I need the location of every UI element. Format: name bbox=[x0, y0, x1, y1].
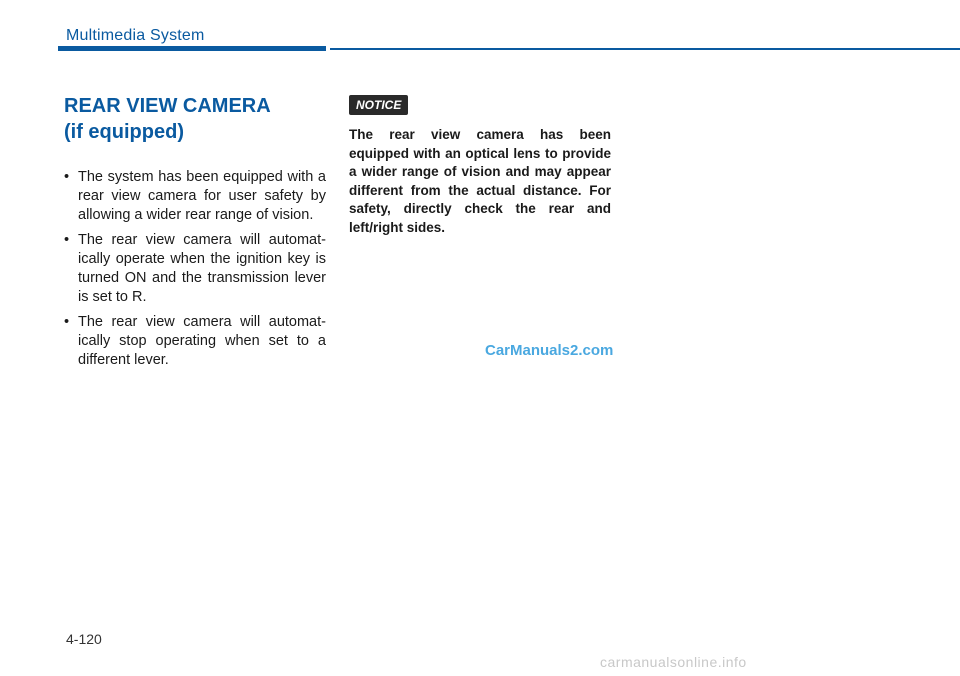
list-item-text: The rear view camera will automatically stop operating when set to a different lever. bbox=[78, 314, 326, 368]
page-title-line2: (if equipped) bbox=[64, 121, 184, 143]
page-title bbox=[64, 93, 271, 145]
header-rule-thick bbox=[58, 46, 326, 51]
page-title-line1: REAR VIEW CAMERA bbox=[64, 95, 271, 117]
header-rule-thin bbox=[330, 48, 960, 50]
list-item bbox=[64, 313, 326, 370]
bullet-dot-icon: • bbox=[64, 232, 70, 248]
section-header-title: Multimedia System bbox=[66, 27, 205, 44]
bullet-dot-icon: • bbox=[64, 314, 70, 330]
notice-text: The rear view camera has been equipped with an optical lens to provide a wider range of vision and may appear different from the actual distance. For safety, directly check the rear and left/right sides. bbox=[349, 127, 611, 235]
notice-badge: NOTICE bbox=[349, 95, 408, 115]
page-number: 4-120 bbox=[66, 631, 102, 647]
list-item bbox=[64, 231, 326, 307]
list-item-text: The system has been equipped with a rear view camera for user safety by allowing a wider rear range of vision. bbox=[78, 169, 326, 223]
bullet-list bbox=[64, 168, 326, 376]
site-watermark: CarManuals2.com bbox=[485, 342, 614, 359]
list-item-text: The rear view camera will automatically operate when the ignition key is turned ON and the transmission lever is set to R. bbox=[78, 232, 326, 305]
bullet-dot-icon: • bbox=[64, 169, 70, 185]
footer-watermark: carmanualsonline.info bbox=[600, 654, 747, 670]
list-item bbox=[64, 168, 326, 225]
